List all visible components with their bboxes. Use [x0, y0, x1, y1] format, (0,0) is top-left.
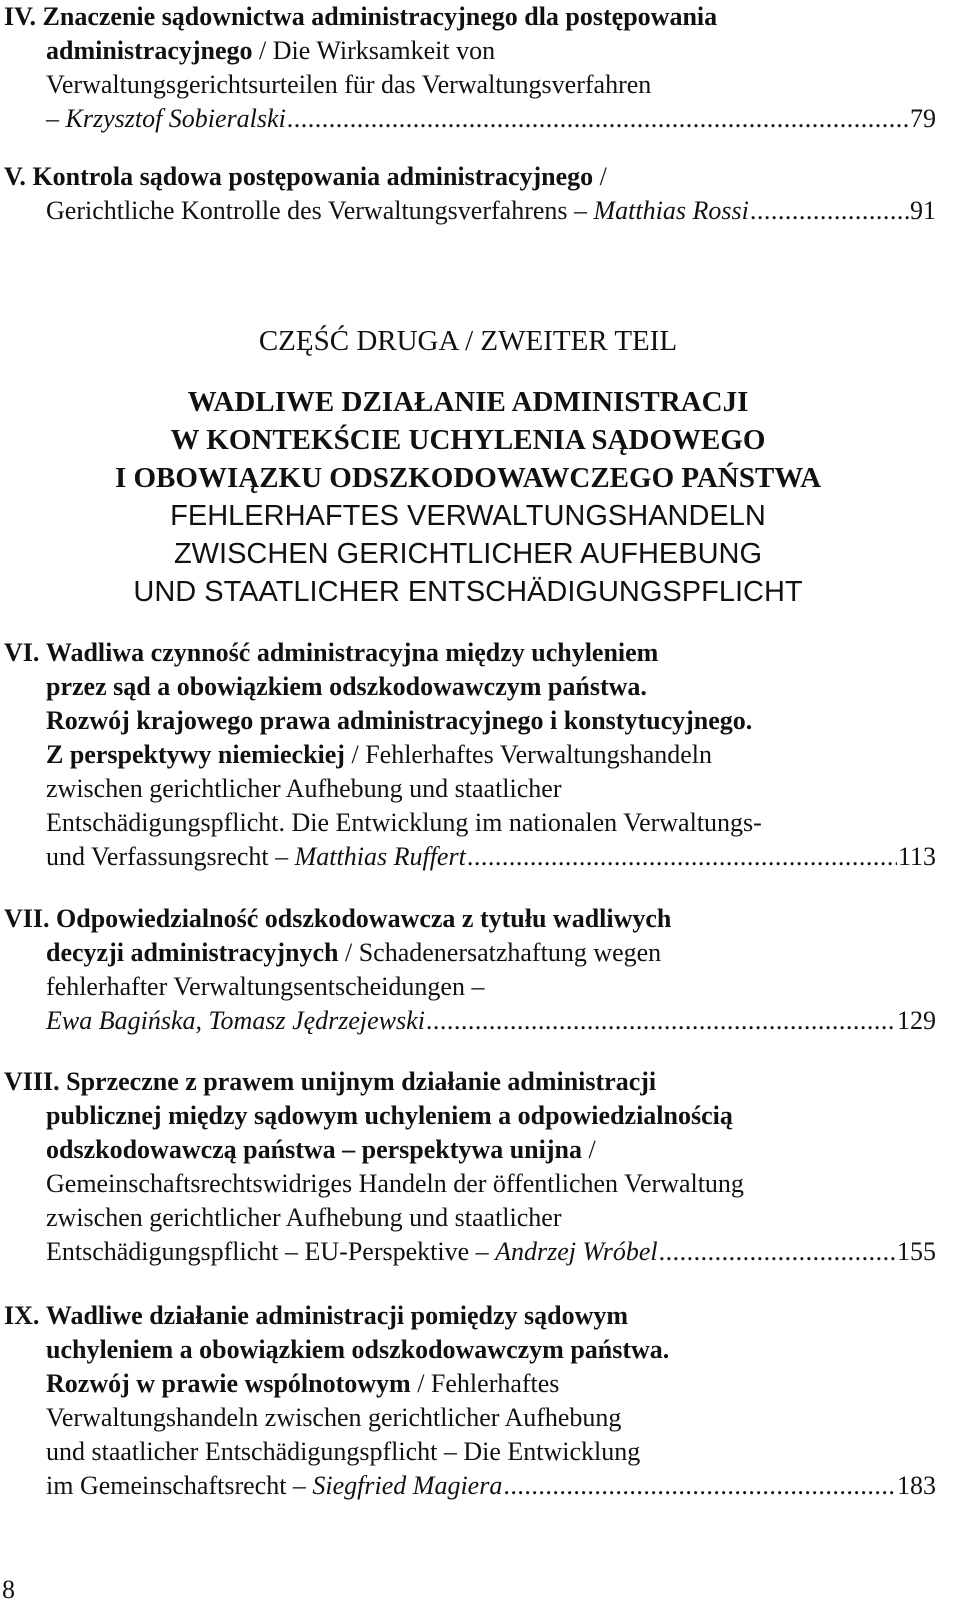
entry-title-pl: odszkodowawczą państwa – perspektywa unijna: [46, 1135, 582, 1164]
entry-page-number: 129: [897, 1006, 936, 1035]
part-label: CZĘŚĆ DRUGA / ZWEITER TEIL: [258, 325, 678, 357]
entry-title-de: Entschädigungspflicht – EU-Perspektive –: [46, 1237, 496, 1266]
entry-author: Matthias Ruffert: [294, 842, 466, 871]
entry-title-pl: przez sąd a obowiązkiem odszkodowawczym państwa.: [46, 672, 647, 701]
page-number: 8: [2, 1575, 15, 1604]
toc-entry-vii[interactable]: [4, 902, 936, 1038]
dot-leader: [467, 840, 897, 874]
entry-title-de: im Gemeinschaftsrecht –: [46, 1471, 313, 1500]
part-title-de: ZWISCHEN GERICHTLICHER AUFHEBUNG: [173, 538, 763, 570]
part-title-pl: W KONTEKŚCIE UCHYLENIA SĄDOWEGO: [170, 424, 766, 456]
entry-page-number: 155: [897, 1237, 936, 1266]
entry-number: VIII.: [4, 1067, 60, 1096]
separator: /: [581, 1135, 596, 1164]
part-title: [0, 383, 936, 611]
toc-entry-v[interactable]: [4, 160, 936, 228]
entry-title-pl: publicznej między sądowym uchyleniem a odpowiedzialnością: [46, 1101, 733, 1130]
entry-author: Ewa Bagińska, Tomasz Jędrzejewski: [46, 1006, 425, 1035]
part-title-pl: I OBOWIĄZKU ODSZKODOWAWCZEGO PAŃSTWA: [114, 462, 822, 494]
entry-title-pl: Rozwój w prawie wspólnotowym: [46, 1369, 411, 1398]
entry-number: VI.: [4, 638, 40, 667]
dot-leader: [750, 194, 909, 228]
entry-title-de: zwischen gerichtlicher Aufhebung und staatlicher: [46, 774, 562, 803]
entry-title-pl: Odpowiedzialność odszkodowawcza z tytułu wadliwych: [56, 904, 672, 933]
toc-entry-vi[interactable]: [4, 636, 936, 874]
entry-title-pl: Kontrola sądowa postępowania administracyjnego: [32, 162, 594, 191]
part-title-de: FEHLERHAFTES VERWALTUNGSHANDELN: [170, 500, 766, 532]
dot-leader: [503, 1469, 896, 1503]
part-heading: [0, 322, 936, 360]
entry-number: V.: [4, 162, 26, 191]
entry-title-de: / Fehlerhaftes Verwaltungshandeln: [344, 740, 713, 769]
entry-author: Siegfried Magiera: [312, 1471, 503, 1500]
separator: /: [593, 162, 607, 191]
entry-title-de: / Fehlerhaftes: [410, 1369, 560, 1398]
entry-title-pl: Wadliwe działanie administracji pomiędzy sądowym: [45, 1301, 629, 1330]
entry-title-de: / Die Wirksamkeit von: [252, 36, 496, 65]
entry-page-number: 79: [910, 104, 936, 133]
entry-title-de: Verwaltungsgerichtsurteilen für das Verwaltungsverfahren: [46, 70, 652, 99]
part-title-pl: WADLIWE DZIAŁANIE ADMINISTRACJI: [187, 386, 749, 418]
entry-title-de: / Schadenersatzhaftung wegen: [338, 938, 662, 967]
entry-title-de: Verwaltungshandeln zwischen gerichtlicher Aufhebung: [46, 1403, 622, 1432]
entry-page-number: 183: [897, 1471, 936, 1500]
entry-page-number: 91: [910, 196, 936, 225]
entry-number: VII.: [4, 904, 50, 933]
entry-title-pl: Sprzeczne z prawem unijnym działanie administracji: [66, 1067, 657, 1096]
entry-author: Krzysztof Sobieralski: [65, 104, 286, 133]
entry-title-de: und Verfassungsrecht –: [46, 842, 295, 871]
entry-title-pl: Rozwój krajowego prawa administracyjnego i konstytucyjnego.: [46, 706, 753, 735]
toc-entry-ix[interactable]: [4, 1299, 936, 1503]
entry-title-de: Gemeinschaftsrechtswidriges Handeln der öffentlichen Verwaltung: [46, 1169, 744, 1198]
entry-number: IX.: [4, 1301, 40, 1330]
entry-title-de: Gerichtliche Kontrolle des Verwaltungsverfahrens –: [46, 196, 594, 225]
dot-leader: [426, 1004, 896, 1038]
entry-page-number: 113: [897, 842, 936, 871]
entry-title-de: und staatlicher Entschädigungspflicht – Die Entwicklung: [46, 1437, 641, 1466]
dash: –: [46, 104, 66, 133]
entry-title-de: Entschädigungspflicht. Die Entwicklung im nationalen Verwaltungs-: [46, 808, 762, 837]
entry-number: IV.: [4, 2, 37, 31]
entry-title-de: fehlerhafter Verwaltungsentscheidungen –: [46, 972, 485, 1001]
entry-title-pl: administracyjnego: [46, 36, 253, 65]
dot-leader: [659, 1235, 896, 1269]
entry-author: Andrzej Wróbel: [495, 1237, 658, 1266]
entry-title-pl: uchyleniem a obowiązkiem odszkodowawczym państwa.: [46, 1335, 670, 1364]
part-title-de: UND STAATLICHER ENTSCHÄDIGUNGSPFLICHT: [133, 576, 803, 608]
entry-author: Matthias Rossi: [593, 196, 749, 225]
entry-title-pl: Znaczenie sądownictwa administracyjnego dla postępowania: [42, 2, 718, 31]
dot-leader: [287, 102, 909, 136]
toc-entry-viii[interactable]: [4, 1065, 936, 1269]
toc-entry-iv[interactable]: [4, 0, 936, 136]
entry-title-pl: Wadliwa czynność administracyjna między uchyleniem: [45, 638, 659, 667]
entry-title-pl: Z perspektywy niemieckiej: [46, 740, 345, 769]
entry-title-de: zwischen gerichtlicher Aufhebung und staatlicher: [46, 1203, 562, 1232]
entry-title-pl: decyzji administracyjnych: [46, 938, 339, 967]
